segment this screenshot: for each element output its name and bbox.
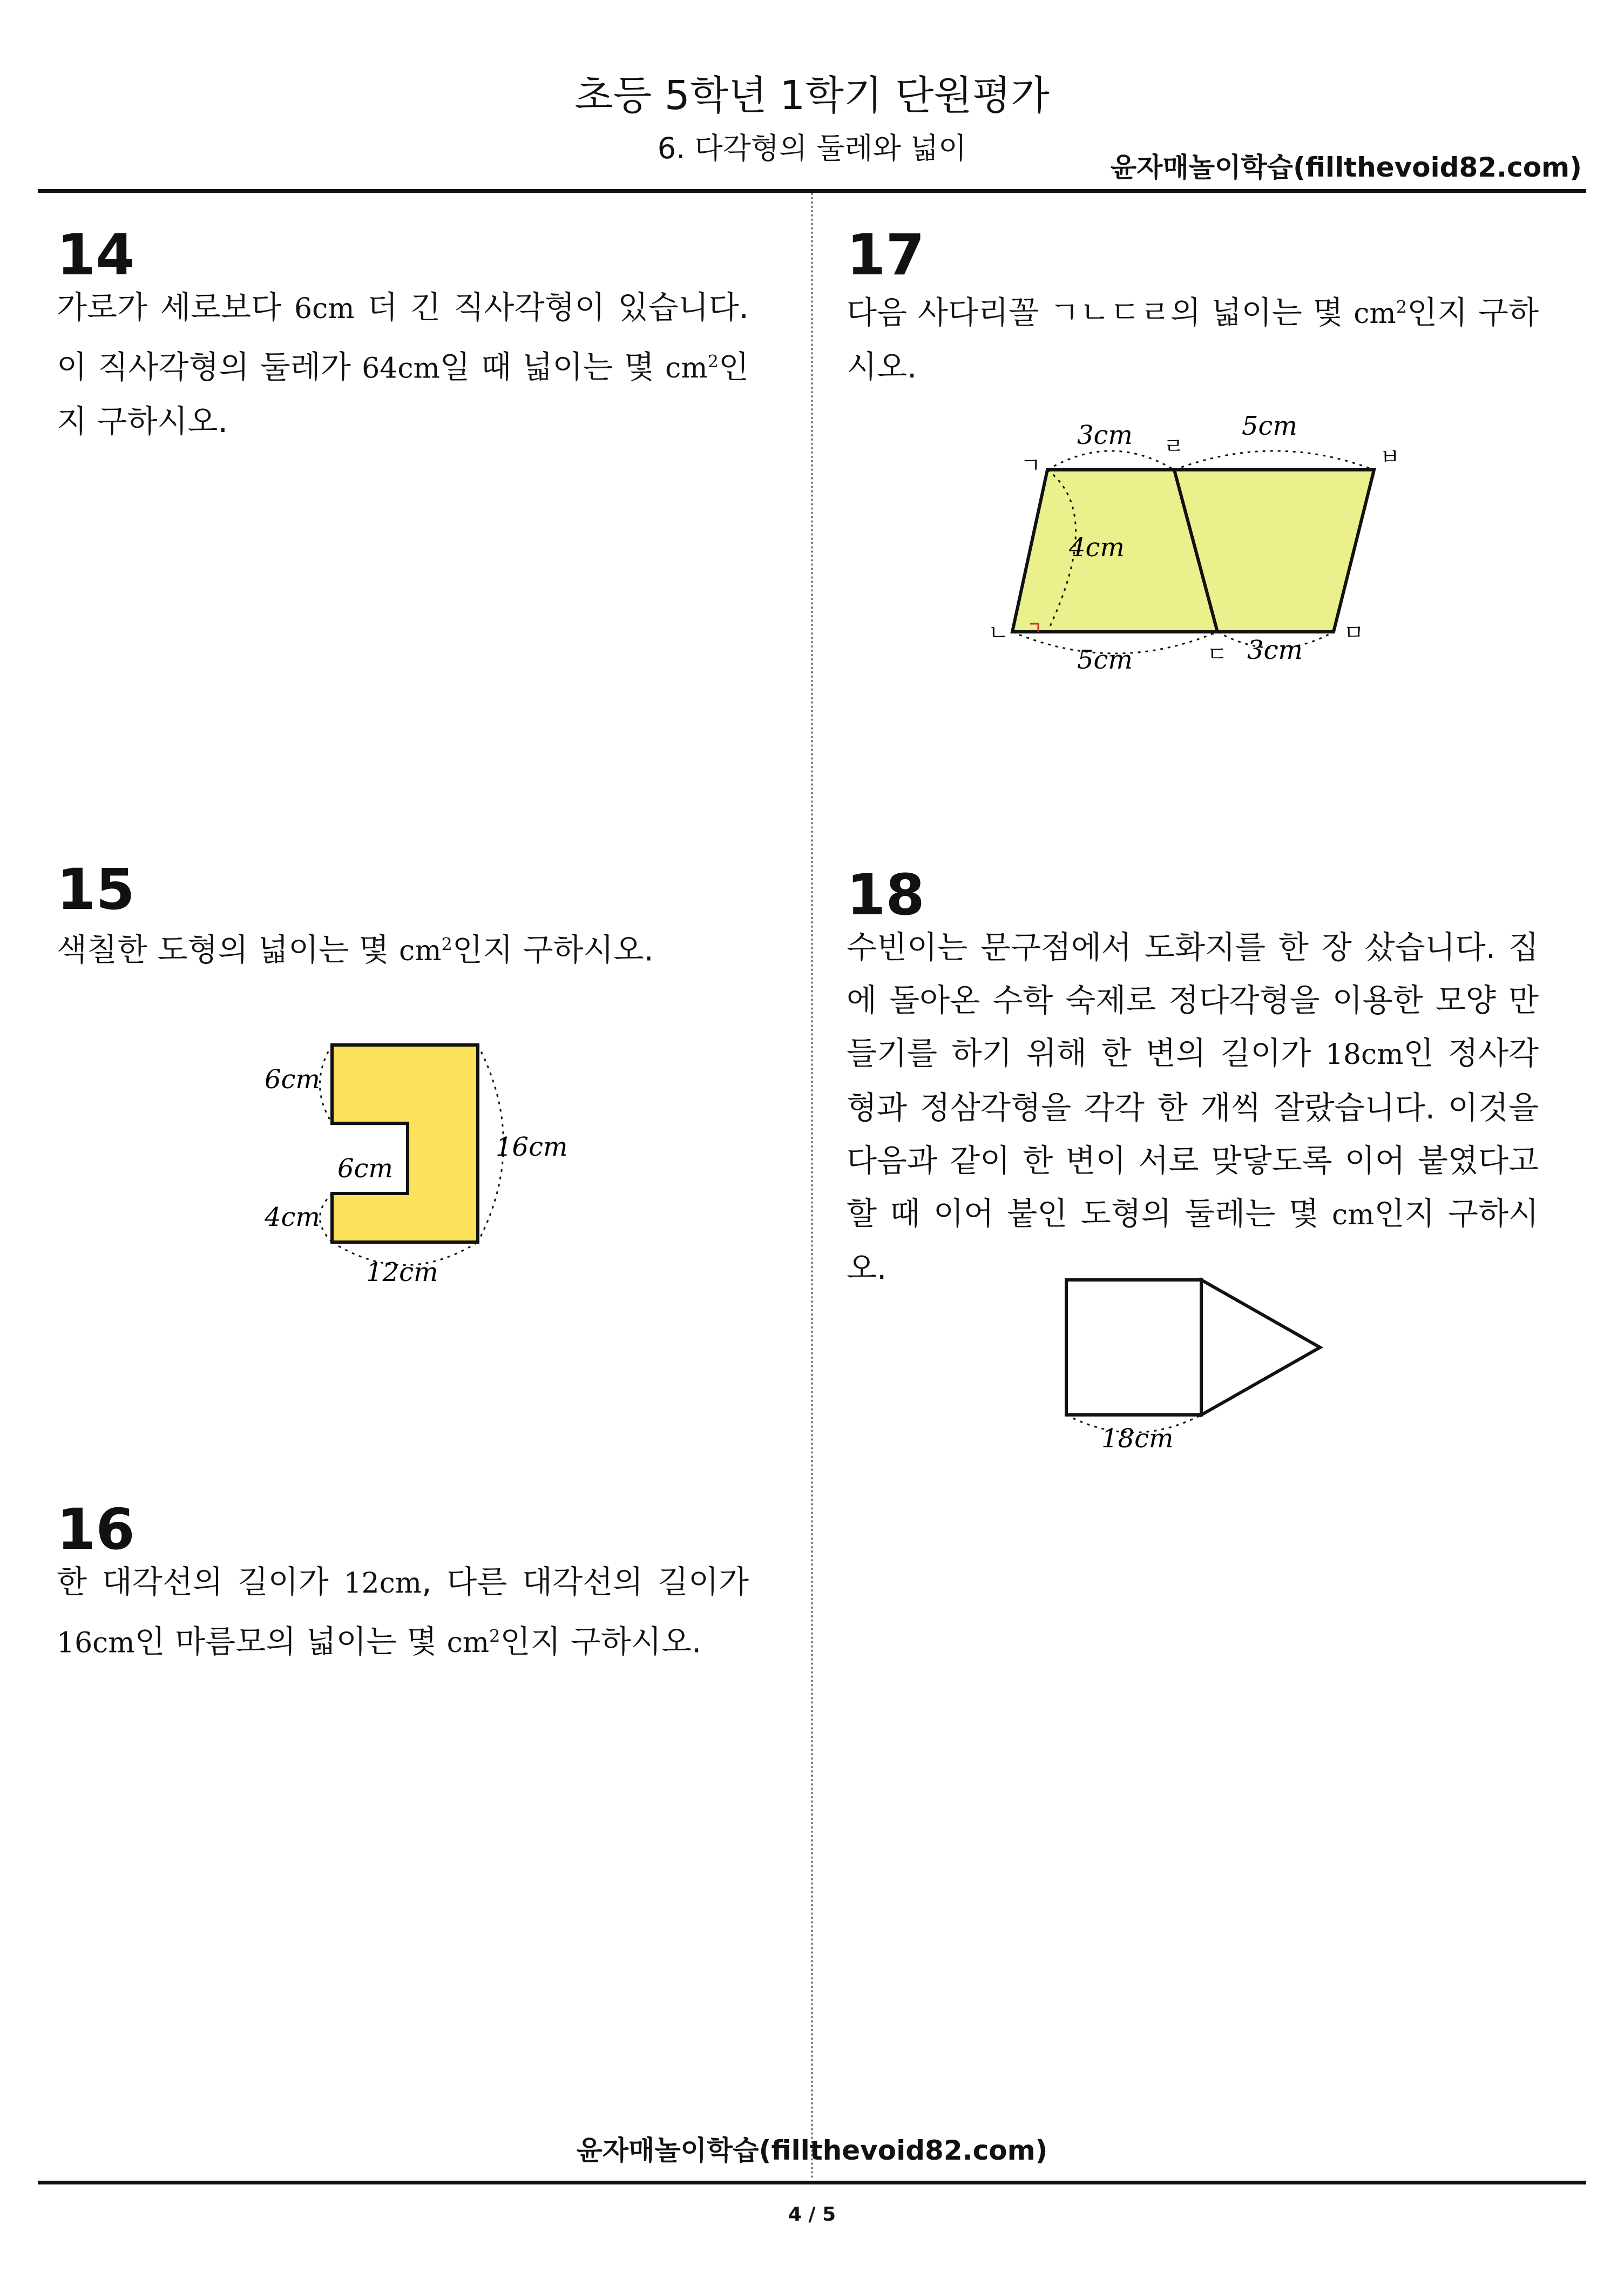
column-divider bbox=[811, 193, 813, 2180]
question-15-text: 색칠한 도형의 넓이는 몇 $cm^2$인지 구하시오. bbox=[57, 931, 654, 968]
q15-label-inner: 6cm bbox=[337, 1154, 393, 1184]
question-16-number: 16 bbox=[57, 1496, 135, 1562]
q15-label-bottom: 12cm bbox=[366, 1257, 438, 1287]
page-subtitle: 6. 다각형의 둘레와 넓이 bbox=[657, 131, 967, 165]
q15-shaded-shape bbox=[332, 1045, 478, 1242]
q17-vertex-b: ㅂ bbox=[1379, 445, 1400, 470]
q18-figure bbox=[1047, 1264, 1339, 1464]
page-title: 초등 5학년 1학기 단원평가 bbox=[574, 72, 1050, 119]
q17-vertex-n: ㄴ bbox=[988, 621, 1009, 645]
q17-vertex-m: ㅁ bbox=[1343, 621, 1364, 645]
question-16-text: 한 대각선의 길이가 12cm, 다른 대각선의 길이가 16cm인 마름모의 넓이는 몇 $cm^2$인지 구하시오. bbox=[57, 1563, 749, 1660]
question-14-number: 14 bbox=[57, 222, 135, 288]
q17-dim-top-left bbox=[1047, 451, 1174, 470]
q17-label-height: 4cm bbox=[1069, 532, 1125, 563]
q17-dim-top-right bbox=[1174, 451, 1374, 470]
question-14-text: 가로가 세로보다 6cm 더 긴 직사각형이 있습니다. 이 직사각형의 둘레가 64cm일 때 넓이는 몇 $cm^2$인지 구하시오. bbox=[57, 289, 749, 440]
q15-label-top-left: 6cm bbox=[265, 1064, 320, 1095]
footer-rule bbox=[38, 2181, 1586, 2184]
q18-square bbox=[1066, 1280, 1201, 1415]
question-15-number: 15 bbox=[57, 857, 135, 922]
q17-label-top-right: 5cm bbox=[1242, 411, 1297, 441]
page-number: 4 / 5 bbox=[788, 2203, 836, 2226]
question-17-number: 17 bbox=[847, 222, 925, 288]
header-brand: 윤자매놀이학습(fillthevoid82.com) bbox=[1110, 152, 1582, 183]
question-17-text: 다음 사다리꼴 ㄱㄴㄷㄹ의 넓이는 몇 $cm^2$인지 구하시오. bbox=[847, 294, 1539, 386]
q17-label-top-left: 3cm bbox=[1077, 420, 1133, 450]
q15-figure bbox=[238, 1015, 669, 1307]
q18-triangle bbox=[1201, 1280, 1320, 1415]
q15-label-bottom-left: 4cm bbox=[265, 1202, 320, 1232]
q15-label-right: 16cm bbox=[496, 1132, 568, 1162]
q17-vertex-g: ㄱ bbox=[1020, 453, 1041, 478]
q17-vertex-d: ㄷ bbox=[1207, 642, 1228, 667]
question-18-text: 수빈이는 문구점에서 도화지를 한 장 샀습니다. 집에 돌아온 수학 숙제로 정다각형을 이용한 모양 만들기를 하기 위해 한 변의 길이가 18cm인 정사각형과 정삼각형을 각각 한 개씩 잘랐습니다. 이것을 다음과 같이 한 변이 서로 맞닿도록 이어 붙였다고 할 때 이어 붙인 도형의 둘레는 몇 cm인지 구하시오. bbox=[847, 929, 1539, 1286]
q17-label-bottom-right: 3cm bbox=[1247, 635, 1303, 665]
q18-label-side: 18cm bbox=[1101, 1424, 1174, 1454]
q15-dim-bottom-left bbox=[320, 1193, 333, 1242]
header-rule bbox=[38, 189, 1586, 193]
q15-dim-top-left bbox=[320, 1045, 333, 1123]
q17-vertex-r: ㄹ bbox=[1163, 434, 1185, 459]
q17-figure bbox=[972, 410, 1431, 691]
question-18-number: 18 bbox=[847, 862, 925, 928]
q17-label-bottom-left: 5cm bbox=[1077, 645, 1133, 675]
footer-brand: 윤자매놀이학습(fillthevoid82.com) bbox=[576, 2135, 1048, 2166]
